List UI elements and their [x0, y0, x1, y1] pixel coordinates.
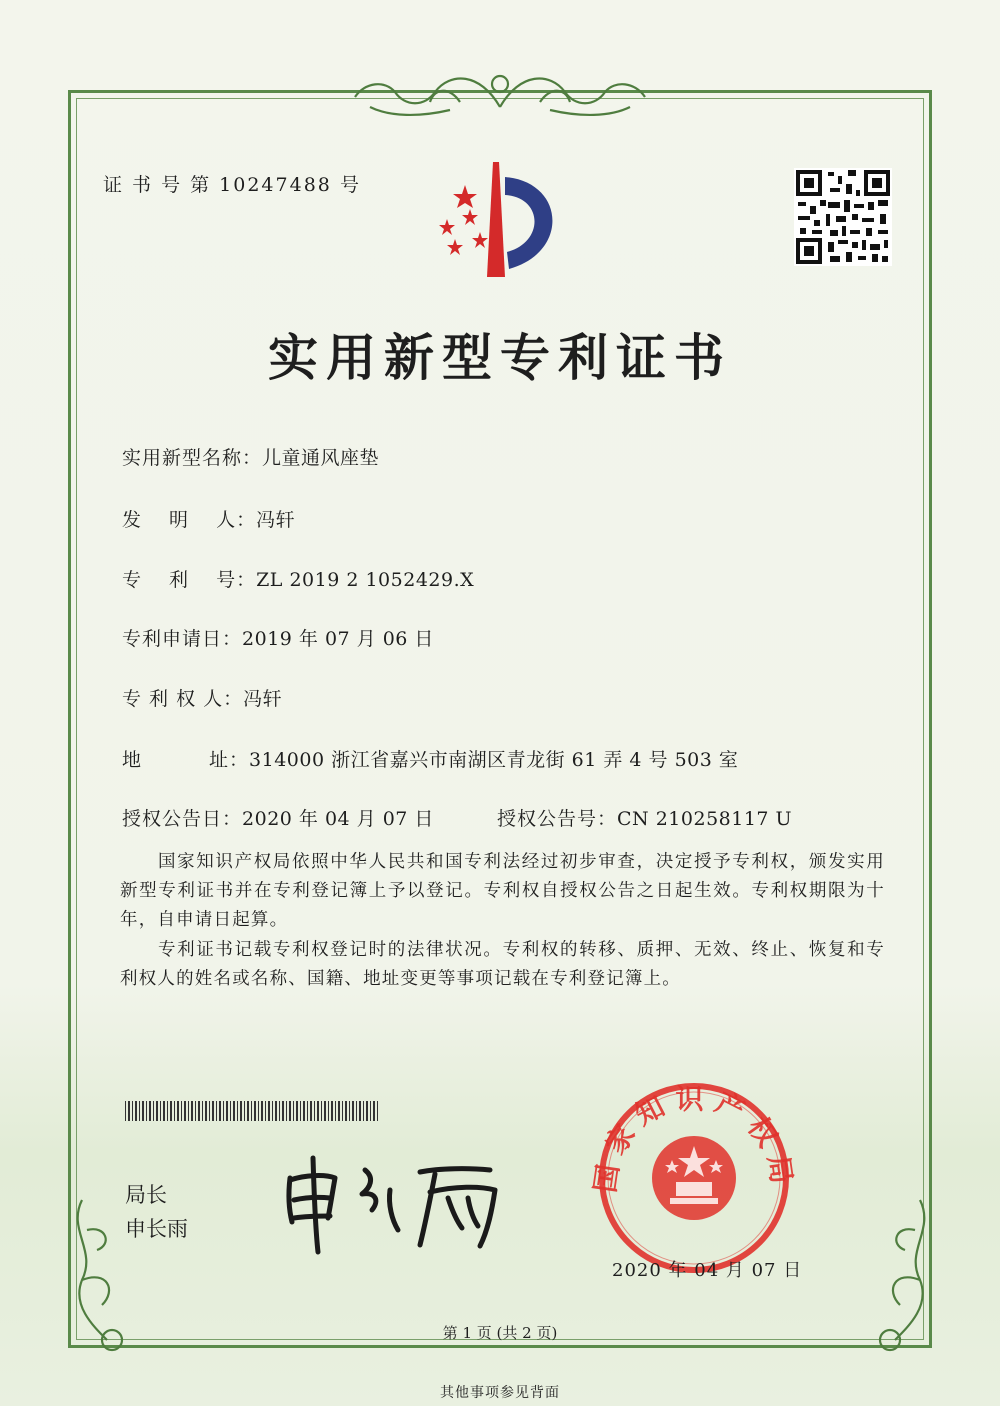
field-value: 2019 年 07 月 06 日 [242, 628, 434, 650]
page-number: 第 1 页 (共 2 页) [442, 1324, 558, 1342]
official-seal [584, 1078, 804, 1282]
field-label: 地 址： [122, 749, 250, 771]
director-signature [280, 1150, 510, 1264]
seal-text: 国家知识产权局 [588, 1082, 800, 1195]
field-label: 专利申请日： [122, 628, 243, 650]
director-name: 申长雨 [125, 1217, 188, 1241]
field-patentee [122, 684, 282, 711]
field-grant-date [122, 804, 434, 831]
certificate-title: 实用新型专利证书 [268, 329, 732, 387]
field-inventor [122, 505, 295, 532]
patent-office-emblem-icon [425, 157, 575, 282]
field-value: 儿童通风座垫 [262, 447, 380, 469]
field-grant-number [497, 804, 792, 831]
barcode-icon [125, 1101, 380, 1121]
body-paragraph-1: 国家知识产权局依照中华人民共和国专利法经过初步审查，决定授予专利权，颁发实用新型专利证书并在专利登记簿上予以登记。专利权自授权公告之日起生效。专利权期限为十年，自申请日起算。 [120, 852, 885, 930]
body-paragraph-2: 专利证书记载专利权登记时的法律状况。专利权的转移、质押、无效、终止、恢复和专利权人的姓名或名称、国籍、地址变更等事项记载在专利登记簿上。 [120, 940, 885, 989]
director-title: 局长 [125, 1183, 167, 1207]
field-label: 专 利 号： [122, 569, 257, 591]
field-value: 2020 年 04 月 07 日 [242, 808, 434, 830]
certificate-number-suffix: 号 [339, 174, 361, 196]
qr-code-icon [794, 168, 892, 266]
director-block [125, 1178, 188, 1246]
field-value: 冯轩 [256, 509, 296, 531]
field-patent-number [122, 565, 474, 592]
top-ornament [340, 62, 660, 122]
field-value: CN 210258117 U [617, 808, 793, 830]
field-label: 实用新型名称： [122, 447, 263, 469]
field-value: 314000 浙江省嘉兴市南湖区青龙街 61 弄 4 号 503 室 [249, 749, 739, 771]
field-value: 冯轩 [243, 688, 283, 710]
field-label: 发 明 人： [122, 509, 257, 531]
back-note: 其他事项参见背面 [440, 1385, 560, 1401]
field-value: ZL 2019 2 1052429.X [256, 569, 475, 591]
certificate-number-value: 10247488 [219, 174, 332, 196]
certificate-number [103, 170, 361, 197]
field-address [122, 745, 738, 772]
field-utility-model-name [122, 443, 379, 470]
field-label: 授权公告号： [497, 808, 618, 830]
certificate-number-label: 证 书 号 第 [103, 174, 212, 196]
field-label: 专 利 权 人： [122, 688, 244, 710]
seal-date: 2020 年 04 月 07 日 [612, 1260, 803, 1281]
field-filing-date [122, 624, 434, 651]
field-label: 授权公告日： [122, 808, 243, 830]
